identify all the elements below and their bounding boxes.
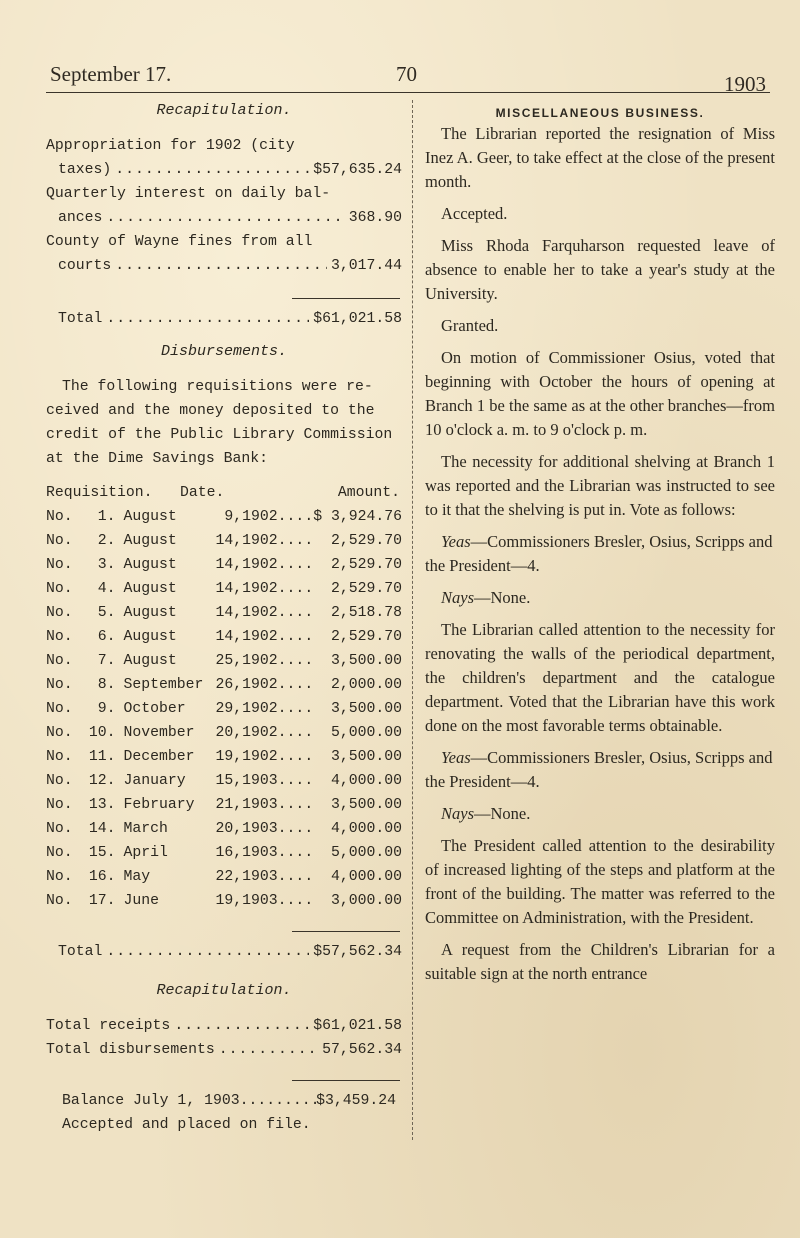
req-number: 15. — [88, 845, 116, 861]
table-row — [46, 769, 402, 793]
req-month: March — [123, 821, 168, 837]
req-day: 16, — [215, 845, 243, 861]
leader-dots — [174, 1014, 309, 1038]
req-day: 14, — [215, 629, 243, 645]
paragraph-granted: Granted. — [441, 316, 499, 335]
req-amount: $ 3,924.76 — [313, 509, 402, 525]
req-year: 1903.... — [242, 797, 314, 813]
table-row — [46, 577, 402, 601]
req-month: September — [123, 677, 204, 693]
nays-label: Nays — [441, 804, 474, 823]
yeas-label: Yeas — [441, 748, 471, 767]
req-month: August — [123, 581, 177, 597]
table-row — [46, 505, 402, 529]
appropriation-line1: Appropriation for 1902 (city — [46, 138, 295, 154]
req-amount: 4,000.00 — [330, 869, 402, 885]
req-number: 16. — [88, 869, 116, 885]
req-day: 14, — [215, 533, 243, 549]
interest-line — [46, 206, 402, 230]
req-year: 1902.... — [242, 653, 314, 669]
req-no: No. — [46, 821, 73, 837]
req-month: December — [123, 749, 195, 765]
disb-intro-line: The following requisitions were re- — [62, 379, 373, 395]
req-day: 19, — [215, 749, 243, 765]
balance-amount: $3,459.24 — [316, 1093, 396, 1109]
table-row — [46, 889, 402, 913]
accepted-note: Accepted and placed on file. — [62, 1117, 311, 1133]
req-no: No. — [46, 725, 73, 741]
disb-intro-line: credit of the Public Library Commission — [46, 427, 393, 443]
req-no: No. — [46, 629, 73, 645]
receipts-amount: $61,021.58 — [313, 1018, 402, 1034]
req-no: No. — [46, 653, 73, 669]
nays-text: —None. — [474, 588, 531, 607]
requisition-header: Requisition. — [46, 485, 153, 501]
receipts-total-line — [46, 307, 402, 331]
req-number: 10. — [88, 725, 116, 741]
vote-yeas-2 — [425, 746, 775, 794]
total-label: Total — [58, 944, 103, 960]
req-day: 14, — [215, 581, 243, 597]
req-number: 2. — [97, 533, 116, 549]
req-amount: 3,500.00 — [330, 749, 402, 765]
req-no: No. — [46, 749, 73, 765]
req-day: 22, — [215, 869, 243, 885]
req-number: 1. — [97, 509, 116, 525]
interest-line1: Quarterly interest on daily bal- — [46, 186, 331, 202]
req-day: 14, — [215, 605, 243, 621]
req-number: 11. — [88, 749, 116, 765]
req-amount: 4,000.00 — [330, 773, 402, 789]
recapitulation-2-title: Recapitulation. — [156, 982, 292, 999]
req-no: No. — [46, 605, 73, 621]
req-month: October — [123, 701, 186, 717]
column-divider — [412, 100, 413, 1140]
req-month: August — [123, 533, 177, 549]
req-number: 17. — [88, 893, 116, 909]
req-year: 1902.... — [242, 629, 314, 645]
req-year: 1902.... — [242, 581, 314, 597]
disbursements-total-line — [46, 940, 402, 964]
req-number: 3. — [97, 557, 116, 573]
req-no: No. — [46, 557, 73, 573]
paragraph-opening-hours: On motion of Commissioner Osius, voted that beginning with October the hours of opening at Branch 1 be the same as at the other branches—from 10 o'clock a. m. to 9 o'clock p. m. — [425, 348, 775, 439]
req-no: No. — [46, 845, 73, 861]
req-amount: 2,529.70 — [330, 629, 402, 645]
req-year: 1902.... — [242, 701, 314, 717]
req-number: 7. — [97, 653, 116, 669]
table-row — [46, 721, 402, 745]
req-number: 4. — [97, 581, 116, 597]
appropriation-label: taxes) — [58, 162, 112, 178]
req-number: 8. — [97, 677, 116, 693]
page-header — [0, 62, 800, 96]
header-rule — [46, 92, 770, 93]
leader-dots — [106, 206, 344, 230]
req-year: 1902.... — [242, 557, 314, 573]
req-number: 13. — [88, 797, 116, 813]
req-no: No. — [46, 677, 73, 693]
req-day: 25, — [215, 653, 243, 669]
paragraph-resignation: The Librarian reported the resignation of Miss Inez A. Geer, to take effect at the close of the present month. — [425, 124, 775, 191]
disbursements-title: Disbursements. — [160, 343, 288, 360]
req-month: January — [123, 773, 186, 789]
vote-yeas-1 — [425, 530, 775, 578]
table-row — [46, 553, 402, 577]
req-no: No. — [46, 533, 73, 549]
total-amount: $61,021.58 — [313, 311, 402, 327]
req-month: February — [123, 797, 195, 813]
req-year: 1902.... — [242, 533, 314, 549]
amount-header: Amount. — [337, 485, 400, 501]
req-day: 21, — [215, 797, 243, 813]
paragraph-sign-request: A request from the Children's Librarian for a suitable sign at the north entrance — [425, 940, 775, 983]
req-day: 15, — [215, 773, 243, 789]
req-year: 1902.... — [242, 509, 314, 525]
req-month: August — [123, 653, 177, 669]
req-amount: 3,500.00 — [330, 701, 402, 717]
balance-line — [46, 1089, 402, 1113]
total-label: Total — [58, 311, 103, 327]
total-disbursements-line — [46, 1038, 402, 1062]
receipts-label: Total receipts — [46, 1018, 171, 1034]
req-month: August — [123, 629, 177, 645]
disbursements-label: Total disbursements — [46, 1042, 215, 1058]
req-no: No. — [46, 869, 73, 885]
req-day: 14, — [215, 557, 243, 573]
req-amount: 2,529.70 — [330, 533, 402, 549]
req-amount: 3,000.00 — [330, 893, 402, 909]
table-row — [46, 817, 402, 841]
req-amount: 2,000.00 — [330, 677, 402, 693]
req-month: November — [123, 725, 195, 741]
yeas-text: —Commissioners Bresler, Osius, Scripps and the President—4. — [425, 532, 773, 575]
req-day: 19, — [215, 893, 243, 909]
paragraph-renovation: The Librarian called attention to the necessity for renovating the walls of the periodical department, the children's department and the catalogue department. Voted that the Librarian have this work done on the most favorable terms obtainable. — [425, 620, 775, 735]
balance-label: Balance July 1, 1903......... — [62, 1093, 320, 1109]
appropriation-amount: $57,635.24 — [313, 162, 402, 178]
req-year: 1902.... — [242, 677, 314, 693]
req-year: 1903.... — [242, 773, 314, 789]
table-row — [46, 649, 402, 673]
header-year: 1903 — [724, 72, 766, 96]
req-no: No. — [46, 773, 73, 789]
req-year: 1903.... — [242, 869, 314, 885]
table-row — [46, 865, 402, 889]
req-amount: 2,518.78 — [330, 605, 402, 621]
paragraph-shelving: The necessity for additional shelving at Branch 1 was reported and the Librarian was instructed to see to it that the shelving is put in. Vote as follows: — [425, 452, 775, 519]
table-header-row — [46, 481, 402, 505]
req-day: 9, — [224, 509, 243, 525]
req-year: 1902.... — [242, 605, 314, 621]
table-row — [46, 601, 402, 625]
appropriation-line — [46, 158, 402, 182]
req-number: 14. — [88, 821, 116, 837]
table-row — [46, 793, 402, 817]
table-row — [46, 529, 402, 553]
req-no: No. — [46, 509, 73, 525]
req-amount: 3,500.00 — [330, 797, 402, 813]
req-month: April — [123, 845, 168, 861]
fines-line — [46, 254, 402, 278]
req-no: No. — [46, 797, 73, 813]
req-amount: 2,529.70 — [330, 581, 402, 597]
req-day: 20, — [215, 821, 243, 837]
page-number: 70 — [396, 62, 417, 86]
total-amount: $57,562.34 — [313, 944, 402, 960]
req-number: 9. — [97, 701, 116, 717]
header-date: September 17. — [50, 62, 172, 86]
req-number: 12. — [88, 773, 116, 789]
req-month: August — [123, 605, 177, 621]
table-row — [46, 745, 402, 769]
vote-nays-2 — [425, 802, 775, 826]
req-day: 20, — [215, 725, 243, 741]
nays-text: —None. — [474, 804, 531, 823]
vote-nays-1 — [425, 586, 775, 610]
leader-dots — [106, 940, 309, 964]
req-month: August — [123, 509, 177, 525]
req-no: No. — [46, 701, 73, 717]
yeas-label: Yeas — [441, 532, 471, 551]
fines-amount: 3,017.44 — [330, 258, 402, 274]
table-row — [46, 673, 402, 697]
req-no: No. — [46, 893, 73, 909]
leader-dots — [219, 1038, 318, 1062]
req-amount: 2,529.70 — [330, 557, 402, 573]
disbursements-amount: 57,562.34 — [322, 1042, 402, 1058]
req-year: 1903.... — [242, 845, 314, 861]
disb-intro-line: ceived and the money deposited to the — [46, 403, 375, 419]
req-amount: 5,000.00 — [330, 725, 402, 741]
leader-dots — [115, 158, 309, 182]
paragraph-lighting: The President called attention to the desirability of increased lighting of the steps and platform at the front of the building. The matter was referred to the Committee on Administration, with the President. — [425, 836, 775, 927]
yeas-text: —Commissioners Bresler, Osius, Scripps and the President—4. — [425, 748, 773, 791]
nays-label: Nays — [441, 588, 474, 607]
req-month: May — [123, 869, 151, 885]
right-column — [425, 98, 775, 986]
left-column — [46, 98, 402, 1137]
disb-intro-line: at the Dime Savings Bank: — [46, 451, 268, 467]
section-heading: MISCELLANEOUS BUSINESS. — [495, 106, 705, 120]
fines-line1: County of Wayne fines from all — [46, 234, 313, 250]
req-amount: 3,500.00 — [330, 653, 402, 669]
paragraph-accepted: Accepted. — [441, 204, 508, 223]
req-amount: 4,000.00 — [330, 821, 402, 837]
req-year: 1903.... — [242, 893, 314, 909]
recapitulation-title: Recapitulation. — [156, 102, 292, 119]
table-row — [46, 841, 402, 865]
leader-dots — [115, 254, 327, 278]
table-row — [46, 697, 402, 721]
requisitions-table — [46, 505, 402, 913]
req-number: 6. — [97, 629, 116, 645]
req-year: 1902.... — [242, 749, 314, 765]
paragraph-leave-request: Miss Rhoda Farquharson requested leave of absence to enable her to take a year's study at the University. — [425, 236, 775, 303]
total-receipts-line — [46, 1014, 402, 1038]
req-month: August — [123, 557, 177, 573]
interest-label: ances — [58, 210, 103, 226]
req-year: 1902.... — [242, 725, 314, 741]
fines-label: courts — [58, 258, 112, 274]
req-number: 5. — [97, 605, 116, 621]
req-no: No. — [46, 581, 73, 597]
req-day: 29, — [215, 701, 243, 717]
leader-dots — [106, 307, 309, 331]
req-year: 1903.... — [242, 821, 314, 837]
req-amount: 5,000.00 — [330, 845, 402, 861]
date-header: Date. — [180, 485, 225, 501]
req-day: 26, — [215, 677, 243, 693]
interest-amount: 368.90 — [348, 210, 402, 226]
table-row — [46, 625, 402, 649]
req-month: June — [123, 893, 160, 909]
